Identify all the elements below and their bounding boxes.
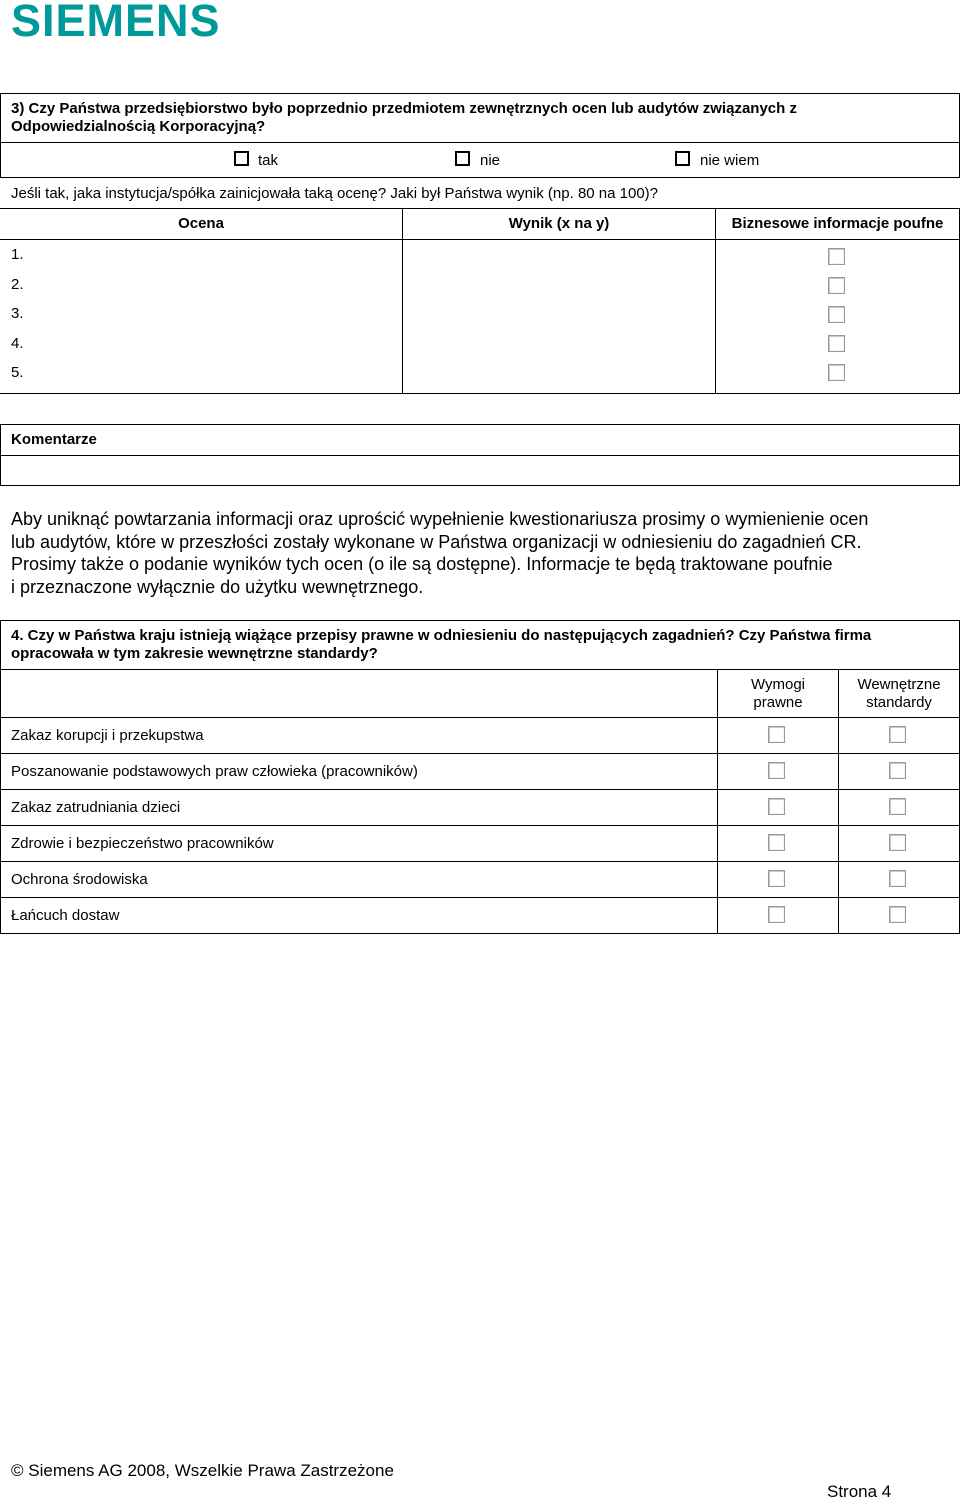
internal-checkbox-human-rights[interactable] xyxy=(889,762,906,779)
siemens-logo: SIEMENS xyxy=(11,0,221,46)
footer-copyright: © Siemens AG 2008, Wszelkie Prawa Zastrzeżone xyxy=(11,1461,394,1480)
row-label-health-safety: Zdrowie i bezpieczeństwo pracowników xyxy=(11,835,274,852)
option-nie-wiem-label: nie wiem xyxy=(700,152,760,169)
col-internal-header-line1: Wewnętrzne xyxy=(857,676,941,693)
info-line: i przeznaczone wyłącznie do użytku wewnętrznego. xyxy=(11,576,424,597)
question-4-text-line2: opracowała w tym zakresie wewnętrzne standardy? xyxy=(11,645,378,662)
comments-label: Komentarze xyxy=(11,431,97,448)
info-line: lub audytów, które w przeszłości zostały wykonane w Państwa organizacji w odniesieniu do zagadnień CR. xyxy=(11,531,862,552)
option-nie-checkbox[interactable] xyxy=(455,151,470,166)
internal-checkbox-supply-chain[interactable] xyxy=(889,906,906,923)
internal-checkbox-corruption[interactable] xyxy=(889,726,906,743)
col-legal-header-line1: Wymogi xyxy=(750,676,806,693)
legal-checkbox-supply-chain[interactable] xyxy=(768,906,785,923)
question-3-text-line2: Odpowiedzialnością Korporacyjną? xyxy=(11,118,266,135)
header-poufne: Biznesowe informacje poufne xyxy=(731,215,944,232)
internal-checkbox-child-labor[interactable] xyxy=(889,798,906,815)
option-nie-wiem-checkbox[interactable] xyxy=(675,151,690,166)
option-tak-checkbox[interactable] xyxy=(234,151,249,166)
row-number: 1. xyxy=(11,246,24,263)
header-ocena: Ocena xyxy=(178,215,224,232)
row-label-environment: Ochrona środowiska xyxy=(11,871,148,888)
col-legal-header-line2: prawne xyxy=(753,694,803,711)
option-tak-label: tak xyxy=(258,152,279,169)
option-nie-label: nie xyxy=(480,152,501,169)
confidential-checkbox-4[interactable] xyxy=(828,335,845,352)
legal-checkbox-human-rights[interactable] xyxy=(768,762,785,779)
row-number: 3. xyxy=(11,305,24,322)
row-label-child-labor: Zakaz zatrudniania dzieci xyxy=(11,799,181,816)
row-label-human-rights: Poszanowanie podstawowych praw człowieka (pracowników) xyxy=(11,763,418,780)
internal-checkbox-health-safety[interactable] xyxy=(889,834,906,851)
legal-checkbox-environment[interactable] xyxy=(768,870,785,887)
row-number: 5. xyxy=(11,364,24,381)
info-paragraph xyxy=(11,508,951,598)
confidential-checkbox-3[interactable] xyxy=(828,306,845,323)
footer-page-number: Strona 4 xyxy=(827,1482,892,1501)
legal-checkbox-child-labor[interactable] xyxy=(768,798,785,815)
info-line: Aby uniknąć powtarzania informacji oraz uprościć wypełnienie kwestionariusza prosimy o wymienienie ocen xyxy=(11,509,869,529)
row-label-corruption: Zakaz korupcji i przekupstwa xyxy=(11,727,204,744)
row-number: 2. xyxy=(11,276,24,293)
confidential-checkbox-5[interactable] xyxy=(828,364,845,381)
followup-question: Jeśli tak, jaka instytucja/spółka zainicjowała taką ocenę? Jaki był Państwa wynik (np. 80 na 100)? xyxy=(11,185,659,202)
info-line: Prosimy także o podanie wyników tych ocen (o ile są dostępne). Informacje te będą traktowane poufnie xyxy=(11,554,833,574)
question-4-text-line1: 4. Czy w Państwa kraju istnieją wiążące przepisy prawne w odniesieniu do następujących zagadnień? Czy Państwa firma xyxy=(11,627,872,644)
comments-header-box xyxy=(0,424,960,456)
header-wynik: Wynik (x na y) xyxy=(508,215,610,232)
confidential-checkbox-1[interactable] xyxy=(828,248,845,265)
row-label-supply-chain: Łańcuch dostaw xyxy=(11,907,120,924)
row-number: 4. xyxy=(11,335,24,352)
legal-checkbox-corruption[interactable] xyxy=(768,726,785,743)
internal-checkbox-environment[interactable] xyxy=(889,870,906,887)
comments-input[interactable] xyxy=(0,455,960,486)
confidential-checkbox-2[interactable] xyxy=(828,277,845,294)
legal-checkbox-health-safety[interactable] xyxy=(768,834,785,851)
col-internal-header-line2: standardy xyxy=(866,694,932,711)
question-3-text-line1: 3) Czy Państwa przedsiębiorstwo było poprzednio przedmiotem zewnętrznych ocen lub audytów związanych z xyxy=(11,100,797,117)
